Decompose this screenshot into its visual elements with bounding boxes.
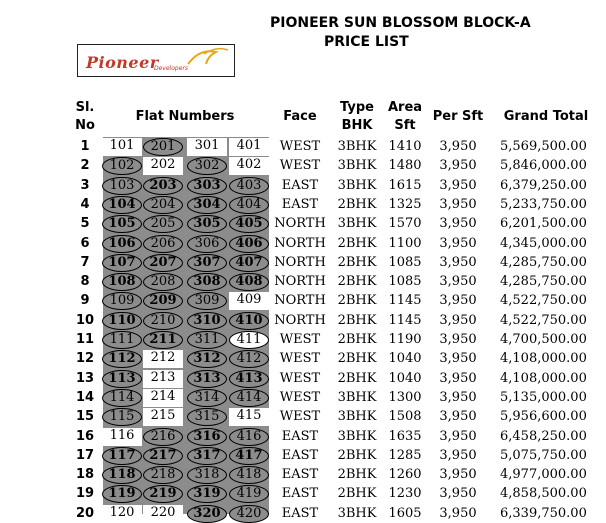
area-sft: 1040 xyxy=(388,370,422,386)
grand-total: 6,379,250.00 xyxy=(500,177,587,193)
flat-number: 116 xyxy=(102,428,142,446)
flat-type: 2BHK xyxy=(337,254,377,270)
flat-number: 420 xyxy=(229,505,269,523)
flat-number: 304 xyxy=(187,196,227,214)
flat-number: 303 xyxy=(187,177,227,195)
facing-direction: EAST xyxy=(281,467,319,483)
serial-number: 6 xyxy=(80,235,90,251)
facing-direction: WEST xyxy=(279,370,321,386)
facing-direction: WEST xyxy=(279,351,321,367)
flat-number: 111 xyxy=(102,331,142,349)
header-flat-numbers: Flat Numbers xyxy=(135,109,235,124)
grand-total: 6,339,750.00 xyxy=(500,505,587,521)
flat-number: 307 xyxy=(187,254,227,272)
rate-per-sft: 3,950 xyxy=(439,216,477,232)
flat-number: 301 xyxy=(187,138,227,156)
table-row xyxy=(0,330,606,349)
area-sft: 1085 xyxy=(388,274,422,290)
serial-number: 20 xyxy=(75,505,95,521)
flat-number: 405 xyxy=(229,215,269,233)
flat-number: 415 xyxy=(229,408,269,426)
area-sft: 1615 xyxy=(388,177,422,193)
facing-direction: WEST xyxy=(279,332,321,347)
facing-direction: EAST xyxy=(281,486,319,502)
flat-number: 216 xyxy=(143,428,183,446)
flat-number: 315 xyxy=(187,408,227,426)
serial-number: 14 xyxy=(75,389,95,405)
rate-per-sft: 3,950 xyxy=(439,332,477,347)
rate-per-sft: 3,950 xyxy=(439,486,477,502)
rate-per-sft: 3,950 xyxy=(439,467,477,483)
rate-per-sft: 3,950 xyxy=(439,389,477,405)
flat-type: 2BHK xyxy=(337,332,377,347)
flat-number: 302 xyxy=(187,157,227,175)
table-row xyxy=(0,407,606,426)
flat-number: 205 xyxy=(143,215,183,233)
serial-number: 15 xyxy=(75,409,95,425)
flat-number: 309 xyxy=(187,292,227,310)
area-sft: 1145 xyxy=(388,293,422,309)
header-area-line1: Area xyxy=(387,100,423,115)
serial-number: 3 xyxy=(80,177,90,193)
serial-number: 5 xyxy=(80,216,90,232)
rate-per-sft: 3,950 xyxy=(439,158,477,174)
rate-per-sft: 3,950 xyxy=(439,177,477,193)
serial-number: 8 xyxy=(80,274,90,290)
area-sft: 1285 xyxy=(388,447,422,463)
flat-number: 402 xyxy=(229,157,269,175)
grand-total: 6,201,500.00 xyxy=(500,216,587,232)
grand-total: 4,858,500.00 xyxy=(500,486,587,502)
flat-number: 403 xyxy=(229,177,269,195)
flat-number: 107 xyxy=(102,254,142,272)
grand-total: 4,285,750.00 xyxy=(500,274,587,290)
table-row xyxy=(0,176,606,195)
table-row xyxy=(0,311,606,330)
table-row xyxy=(0,446,606,465)
serial-number: 16 xyxy=(75,428,95,444)
flat-number: 110 xyxy=(102,312,142,330)
facing-direction: WEST xyxy=(279,158,321,174)
rate-per-sft: 3,950 xyxy=(439,293,477,309)
grand-total: 4,977,000.00 xyxy=(500,467,587,483)
flat-number: 105 xyxy=(102,215,142,233)
grand-total: 4,522,750.00 xyxy=(500,293,587,309)
grand-total: 5,233,750.00 xyxy=(500,196,587,212)
flat-type: 2BHK xyxy=(337,486,377,502)
flat-number: 305 xyxy=(187,215,227,233)
title-line-1: PIONEER SUN BLOSSOM BLOCK-A xyxy=(270,15,531,31)
flat-type: 2BHK xyxy=(337,351,377,367)
flat-number: 406 xyxy=(229,235,269,253)
flat-number: 120 xyxy=(102,505,142,523)
facing-direction: WEST xyxy=(279,409,321,425)
flat-number: 113 xyxy=(102,370,142,388)
serial-number: 12 xyxy=(75,351,95,367)
flat-number: 413 xyxy=(229,370,269,388)
flat-number: 412 xyxy=(229,350,269,368)
rate-per-sft: 3,950 xyxy=(439,351,477,367)
grand-total: 4,345,000.00 xyxy=(500,235,587,251)
flat-number: 320 xyxy=(187,505,227,523)
flat-number: 311 xyxy=(187,331,227,349)
table-row xyxy=(0,484,606,503)
table-row xyxy=(0,234,606,253)
facing-direction: NORTH xyxy=(274,312,326,328)
grand-total: 5,846,000.00 xyxy=(500,158,587,174)
flat-number: 409 xyxy=(229,292,269,310)
serial-number: 17 xyxy=(75,447,95,463)
flat-number: 209 xyxy=(143,292,183,310)
flat-number: 217 xyxy=(143,447,183,465)
flat-number: 207 xyxy=(143,254,183,272)
header-type-line1: Type xyxy=(340,100,374,115)
facing-direction: EAST xyxy=(281,196,319,212)
rate-per-sft: 3,950 xyxy=(439,409,477,425)
flat-number: 108 xyxy=(102,273,142,291)
area-sft: 1605 xyxy=(388,505,422,521)
serial-number: 2 xyxy=(80,158,90,174)
flat-number: 106 xyxy=(102,235,142,253)
flat-number: 218 xyxy=(143,466,183,484)
grand-total: 5,956,600.00 xyxy=(500,409,587,425)
table-row xyxy=(0,195,606,214)
flat-number: 210 xyxy=(143,312,183,330)
flat-type: 3BHK xyxy=(337,389,377,405)
table-row xyxy=(0,156,606,175)
flat-number: 104 xyxy=(102,196,142,214)
flat-number: 215 xyxy=(143,408,183,426)
flat-type: 2BHK xyxy=(337,196,377,212)
table-row xyxy=(0,253,606,272)
serial-number: 13 xyxy=(75,370,95,386)
flat-number: 316 xyxy=(187,428,227,446)
flat-number: 101 xyxy=(102,138,142,156)
flat-type: 3BHK xyxy=(337,177,377,193)
facing-direction: EAST xyxy=(281,428,319,444)
flat-number: 312 xyxy=(187,350,227,368)
flat-number: 404 xyxy=(229,196,269,214)
flat-number: 417 xyxy=(229,447,269,465)
flat-type: 2BHK xyxy=(337,274,377,290)
header-area xyxy=(384,99,426,135)
flat-number: 419 xyxy=(229,485,269,503)
flat-number: 114 xyxy=(102,389,142,407)
header-sl xyxy=(70,99,100,135)
serial-number: 7 xyxy=(80,254,90,270)
rate-per-sft: 3,950 xyxy=(439,254,477,270)
area-sft: 1085 xyxy=(388,254,422,270)
flat-number: 220 xyxy=(143,505,183,523)
header-type xyxy=(335,99,379,135)
table-row xyxy=(0,504,606,523)
area-sft: 1410 xyxy=(388,139,422,154)
flat-number: 117 xyxy=(102,447,142,465)
logo-sub-text: Developers xyxy=(154,65,188,72)
area-sft: 1300 xyxy=(388,389,422,405)
grand-total: 4,285,750.00 xyxy=(500,254,587,270)
flat-type: 3BHK xyxy=(337,428,377,444)
area-sft: 1260 xyxy=(388,467,422,483)
flat-number: 310 xyxy=(187,312,227,330)
flat-number: 211 xyxy=(143,331,183,349)
flat-type: 2BHK xyxy=(337,467,377,483)
flat-type: 3BHK xyxy=(337,158,377,174)
header-face: Face xyxy=(283,109,317,124)
rate-per-sft: 3,950 xyxy=(439,312,477,328)
facing-direction: WEST xyxy=(279,389,321,405)
table-row xyxy=(0,291,606,310)
grand-total: 5,075,750.00 xyxy=(500,447,587,463)
rate-per-sft: 3,950 xyxy=(439,196,477,212)
flat-number: 401 xyxy=(229,138,269,156)
facing-direction: EAST xyxy=(281,505,319,521)
flat-type: 2BHK xyxy=(337,312,377,328)
flat-number: 204 xyxy=(143,196,183,214)
flat-number: 115 xyxy=(102,408,142,426)
logo-swoosh-icon xyxy=(186,46,230,68)
area-sft: 1635 xyxy=(388,428,422,444)
serial-number: 19 xyxy=(75,486,95,502)
facing-direction: NORTH xyxy=(274,235,326,251)
flat-number: 103 xyxy=(102,177,142,195)
area-sft: 1230 xyxy=(388,486,422,502)
flat-number: 119 xyxy=(102,485,142,503)
flat-number: 118 xyxy=(102,466,142,484)
area-sft: 1508 xyxy=(388,409,422,425)
flat-number: 313 xyxy=(187,370,227,388)
flat-number: 410 xyxy=(229,312,269,330)
flat-number: 102 xyxy=(102,157,142,175)
flat-number: 411 xyxy=(229,331,269,349)
grand-total: 4,108,000.00 xyxy=(500,351,587,367)
rate-per-sft: 3,950 xyxy=(439,447,477,463)
serial-number: 10 xyxy=(75,312,95,328)
facing-direction: NORTH xyxy=(274,293,326,309)
header-sl-line2: No xyxy=(75,118,95,133)
flat-type: 2BHK xyxy=(337,293,377,309)
rate-per-sft: 3,950 xyxy=(439,428,477,444)
flat-number: 318 xyxy=(187,466,227,484)
serial-number: 11 xyxy=(75,332,95,347)
flat-number: 201 xyxy=(143,138,183,156)
header-per-sft: Per Sft xyxy=(432,109,484,124)
facing-direction: EAST xyxy=(281,447,319,463)
serial-number: 9 xyxy=(80,293,90,309)
flat-number: 408 xyxy=(229,273,269,291)
rate-per-sft: 3,950 xyxy=(439,235,477,251)
area-sft: 1145 xyxy=(388,312,422,328)
flat-type: 3BHK xyxy=(337,505,377,521)
grand-total: 4,108,000.00 xyxy=(500,370,587,386)
serial-number: 1 xyxy=(80,139,90,154)
table-row xyxy=(0,349,606,368)
header-grand-total: Grand Total xyxy=(503,109,589,124)
grand-total: 4,522,750.00 xyxy=(500,312,587,328)
rate-per-sft: 3,950 xyxy=(439,139,477,154)
flat-type: 2BHK xyxy=(337,370,377,386)
grand-total: 5,135,000.00 xyxy=(500,389,587,405)
flat-number: 202 xyxy=(143,157,183,175)
flat-number: 213 xyxy=(143,370,183,388)
header-sl-line1: Sl. xyxy=(75,100,95,115)
grand-total: 5,569,500.00 xyxy=(500,139,587,154)
table-row xyxy=(0,427,606,446)
flat-number: 212 xyxy=(143,350,183,368)
flat-type: 3BHK xyxy=(337,409,377,425)
rate-per-sft: 3,950 xyxy=(439,505,477,521)
table-row xyxy=(0,465,606,484)
area-sft: 1570 xyxy=(388,216,422,232)
header-area-line2: Sft xyxy=(394,118,416,133)
rate-per-sft: 3,950 xyxy=(439,370,477,386)
flat-number: 219 xyxy=(143,485,183,503)
flat-type: 2BHK xyxy=(337,235,377,251)
flat-type: 2BHK xyxy=(337,447,377,463)
flat-number: 206 xyxy=(143,235,183,253)
area-sft: 1480 xyxy=(388,158,422,174)
flat-number: 112 xyxy=(102,350,142,368)
area-sft: 1100 xyxy=(388,235,422,251)
facing-direction: NORTH xyxy=(274,216,326,232)
flat-number: 109 xyxy=(102,292,142,310)
flat-number: 414 xyxy=(229,389,269,407)
grand-total: 6,458,250.00 xyxy=(500,428,587,444)
serial-number: 18 xyxy=(75,467,95,483)
header-type-line2: BHK xyxy=(341,118,373,133)
flat-type: 3BHK xyxy=(337,216,377,232)
area-sft: 1325 xyxy=(388,196,422,212)
flat-number: 416 xyxy=(229,428,269,446)
title-line-2: PRICE LIST xyxy=(324,34,409,50)
table-row xyxy=(0,214,606,233)
flat-number: 407 xyxy=(229,254,269,272)
flat-number: 314 xyxy=(187,389,227,407)
grand-total: 4,700,500.00 xyxy=(500,332,587,347)
flat-number: 317 xyxy=(187,447,227,465)
pioneer-logo xyxy=(77,44,235,77)
facing-direction: NORTH xyxy=(274,254,326,270)
flat-type: 3BHK xyxy=(337,139,377,154)
table-row xyxy=(0,137,606,156)
facing-direction: EAST xyxy=(281,177,319,193)
area-sft: 1040 xyxy=(388,351,422,367)
logo-brand-text: Pioneer xyxy=(86,53,159,72)
facing-direction: WEST xyxy=(279,139,321,154)
flat-number: 214 xyxy=(143,389,183,407)
flat-number: 308 xyxy=(187,273,227,291)
flat-number: 319 xyxy=(187,485,227,503)
table-row xyxy=(0,388,606,407)
area-sft: 1190 xyxy=(388,332,422,347)
flat-number: 208 xyxy=(143,273,183,291)
flat-number: 203 xyxy=(143,177,183,195)
flat-number: 306 xyxy=(187,235,227,253)
table-row xyxy=(0,369,606,388)
serial-number: 4 xyxy=(80,196,90,212)
table-row xyxy=(0,272,606,291)
facing-direction: NORTH xyxy=(274,274,326,290)
rate-per-sft: 3,950 xyxy=(439,274,477,290)
flat-number: 418 xyxy=(229,466,269,484)
